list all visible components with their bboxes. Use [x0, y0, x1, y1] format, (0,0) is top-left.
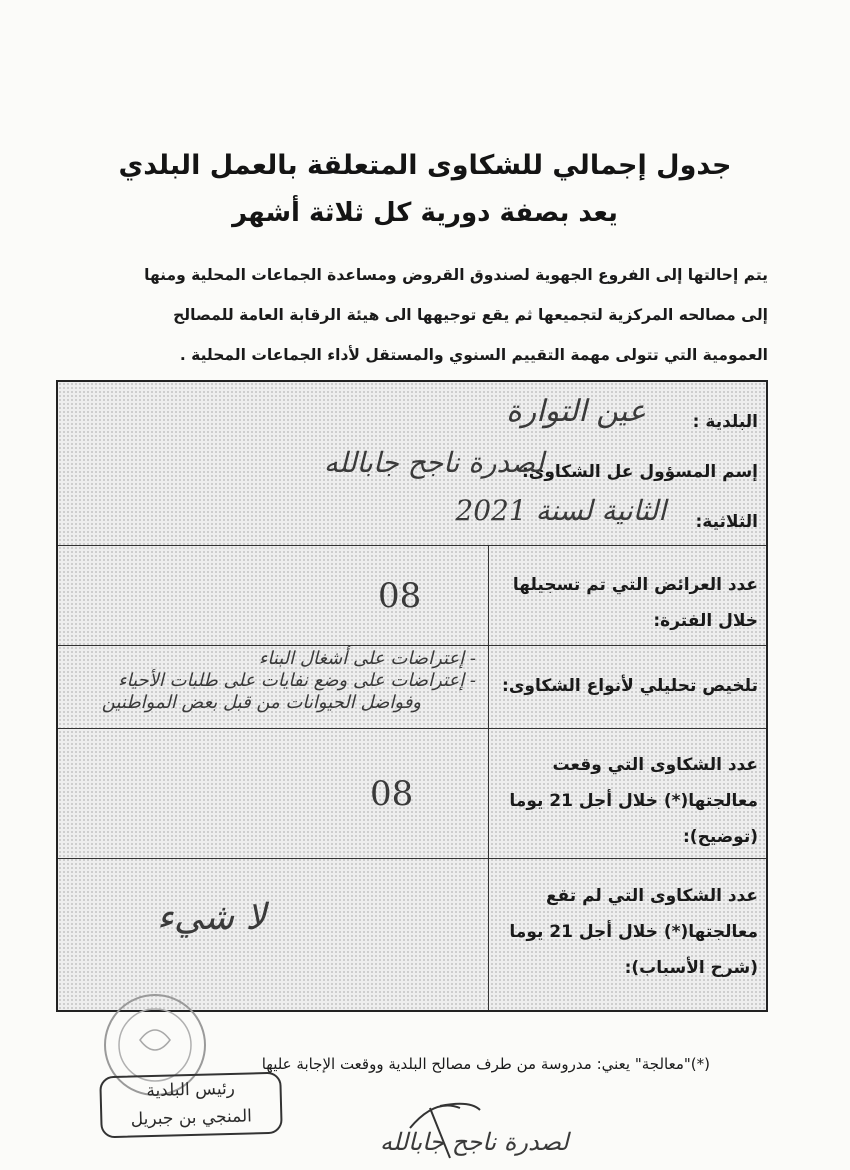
unhandled-count-value: لا شيء [156, 897, 266, 938]
intro-line-1: يتم إحالتها إلى الفروع الجهوية لصندوق القروض ومساعدة الجماعات المحلية ومنها [144, 266, 768, 284]
stamp-box [99, 1072, 283, 1139]
received-count-label: عدد العرائض التي تم تسجيلها خلال الفترة: [512, 575, 758, 631]
quarter-value: الثانية لسنة 2021 [455, 494, 666, 527]
signature-name: لصدرة ناجح جابالله [380, 1128, 569, 1156]
row-divider [58, 545, 766, 546]
summary-value-line-1: - إعتراضات على أشغال البناء [258, 648, 476, 669]
page-title-line1: جدول إجمالي للشكاوى المتعلقة بالعمل البلدي [118, 150, 732, 181]
summary-value-line-3: وفواضل الحيوانات من قبل بعض المواطنين [101, 692, 421, 713]
row-divider [58, 645, 766, 646]
stamp-name: المنجي بن جبريل [130, 1106, 253, 1130]
footnote: (*)"معالجة" يعني: مدروسة من طرف مصالح البلدية ووقعت الإجابة عليها [261, 1055, 710, 1073]
quarter-label: الثلاثية: [695, 512, 758, 532]
row-divider [58, 728, 766, 729]
page-title-line2: يعد بصفة دورية كل ثلاثة أشهر [232, 198, 618, 228]
handled-count-label: عدد الشكاوى التي وقعت معالجتها(*) خلال أجل 21 يوما (توضيح): [509, 755, 758, 847]
stamp-title: رئيس البلدية [146, 1078, 236, 1102]
intro-line-2: إلى مصالحه المركزية لتجميعها ثم يقع توجيهها الى هيئة الرقابة العامة للمصالح [173, 306, 768, 324]
summary-label: تلخيص تحليلي لأنواع الشكاوى: [502, 676, 758, 696]
row-divider [58, 858, 766, 859]
summary-value-line-2: - إعتراضات على وضع نفايات على طلبات الأحياء [118, 670, 476, 691]
officer-label: إسم المسؤول عل الشكاوى: [521, 462, 758, 482]
officer-value: لصدرة ناجح جابالله [323, 446, 544, 479]
complaints-form-table [56, 380, 768, 1012]
unhandled-count-label: عدد الشكاوى التي لم تقع معالجتها(*) خلال أجل 21 يوما (شرح الأسباب): [509, 886, 758, 978]
municipality-value: عين التوارة [506, 394, 646, 429]
municipality-label: البلدية : [692, 412, 758, 432]
intro-paragraph [92, 255, 768, 375]
handled-count-value: 08 [370, 774, 414, 814]
intro-line-3: العمومية التي تتولى مهمة التقييم السنوي والمستقل لأداء الجماعات المحلية . [179, 346, 768, 364]
received-count-value: 08 [378, 576, 422, 616]
